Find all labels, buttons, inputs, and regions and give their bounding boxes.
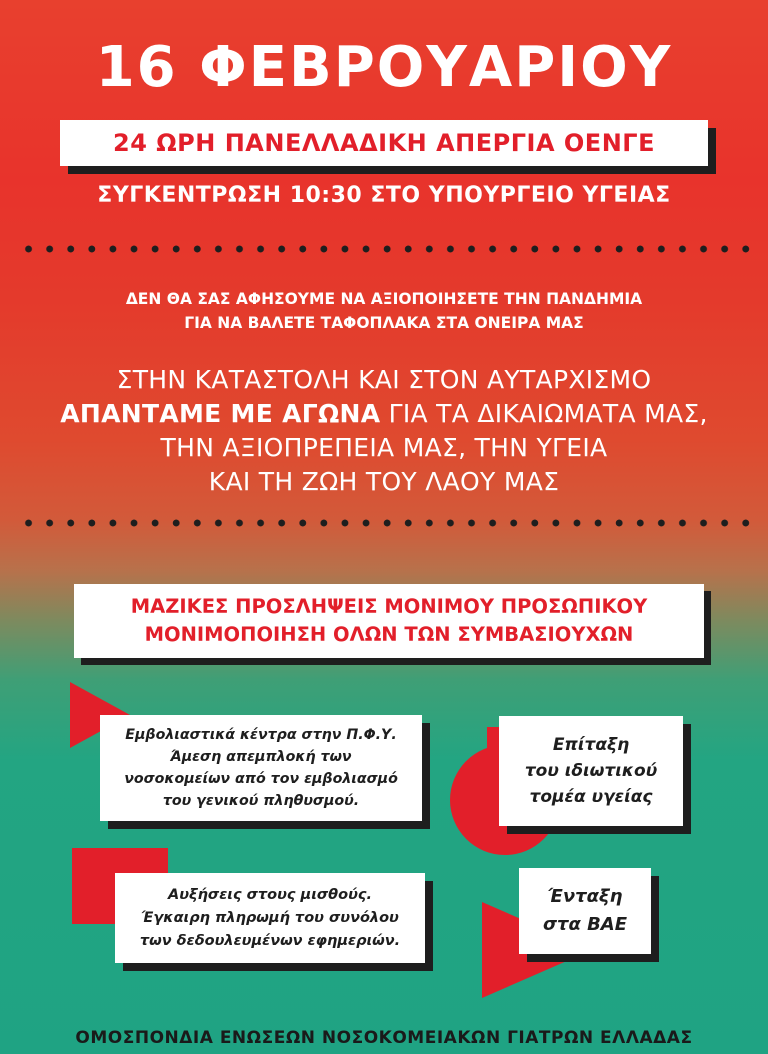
dotted-divider-bottom xyxy=(18,519,756,527)
slogan-line-4: ΚΑΙ ΤΗ ΖΩΗ ΤΟΥ ΛΑΟΥ ΜΑΣ xyxy=(208,467,560,496)
card-requisition-line-2: του ιδιωτικού xyxy=(524,761,658,781)
slogan-bold: ΑΠΑΝΤΑΜΕ ΜΕ ΑΓΩΝΑ xyxy=(60,399,381,428)
slogan-text xyxy=(0,363,768,499)
card-bae-line-1: Ένταξη xyxy=(547,886,623,907)
card-vaccination-line-3: νοσοκομείων από τον εμβολιασμό xyxy=(124,771,398,787)
card-requisition xyxy=(499,716,683,826)
gathering-info: ΣΥΓΚΕΝΤΡΩΣΗ 10:30 ΣΤΟ ΥΠΟΥΡΓΕΙΟ ΥΓΕΙΑΣ xyxy=(97,183,671,208)
card-requisition-line-3: τομέα υγείας xyxy=(529,787,653,807)
card-vaccination-line-2: Άμεση απεμπλοκή των xyxy=(170,749,352,765)
slogan-line-2-rest: ΓΙΑ ΤΑ ΔΙΚΑΙΩΜΑΤΑ ΜΑΣ, xyxy=(380,399,708,428)
strike-banner xyxy=(60,120,708,166)
dotted-divider-top xyxy=(18,245,756,253)
footer-organization: ΟΜΟΣΠΟΝΔΙΑ ΕΝΩΣΕΩΝ ΝΟΣΟΚΟΜΕΙΑΚΩΝ ΓΙΑΤΡΩΝ ΕΛΛΑΔΑΣ xyxy=(75,1028,693,1048)
slogan-line-3: ΤΗΝ ΑΞΙΟΠΡΕΠΕΙΑ ΜΑΣ, ΤΗΝ ΥΓΕΙΑ xyxy=(160,433,608,462)
card-bae xyxy=(519,868,651,954)
demand-line-2: ΜΟΝΙΜΟΠΟΙΗΣΗ ΟΛΩΝ ΤΩΝ ΣΥΜΒΑΣΙΟΥΧΩΝ xyxy=(144,623,634,646)
card-salaries-line-3: των δεδουλευμένων εφημεριών. xyxy=(139,932,401,949)
warning-line-2: ΓΙΑ ΝΑ ΒΑΛΕΤΕ ΤΑΦΟΠΛΑΚΑ ΣΤΑ ΟΝΕΙΡΑ ΜΑΣ xyxy=(184,314,584,332)
card-salaries-line-2: Έγκαιρη πληρωμή του συνόλου xyxy=(141,909,399,926)
warning-text xyxy=(0,287,768,335)
warning-line-1: ΔΕΝ ΘΑ ΣΑΣ ΑΦΗΣΟΥΜΕ ΝΑ ΑΞΙΟΠΟΙΗΣΕΤΕ ΤΗΝ ΠΑΝΔΗΜΙΑ xyxy=(125,290,643,308)
slogan-line-2 xyxy=(0,397,768,431)
card-salaries xyxy=(115,873,425,963)
card-vaccination-line-4: του γενικού πληθυσμού. xyxy=(162,793,360,809)
demand-box xyxy=(74,584,704,658)
card-salaries-line-1: Αυξήσεις στους μισθούς. xyxy=(168,886,372,903)
slogan-line-1: ΣΤΗΝ ΚΑΤΑΣΤΟΛΗ ΚΑΙ ΣΤΟΝ ΑΥΤΑΡΧΙΣΜΟ xyxy=(116,365,652,394)
demand-line-1: ΜΑΖΙΚΕΣ ΠΡΟΣΛΗΨΕΙΣ ΜΟΝΙΜΟΥ ΠΡΟΣΩΠΙΚΟΥ xyxy=(130,595,648,618)
card-vaccination xyxy=(100,715,422,821)
strike-label: 24 ΩΡΗ ΠΑΝΕΛΛΑΔΙΚΗ ΑΠΕΡΓΙΑ ΟΕΝΓΕ xyxy=(113,129,655,157)
card-vaccination-line-1: Εμβολιαστικά κέντρα στην Π.Φ.Υ. xyxy=(125,727,397,743)
card-requisition-line-1: Επίταξη xyxy=(552,735,630,755)
poster-date-title: 16 ΦΕΒΡΟΥΑΡΙΟΥ xyxy=(95,35,673,100)
card-bae-line-2: στα ΒΑΕ xyxy=(542,914,628,935)
